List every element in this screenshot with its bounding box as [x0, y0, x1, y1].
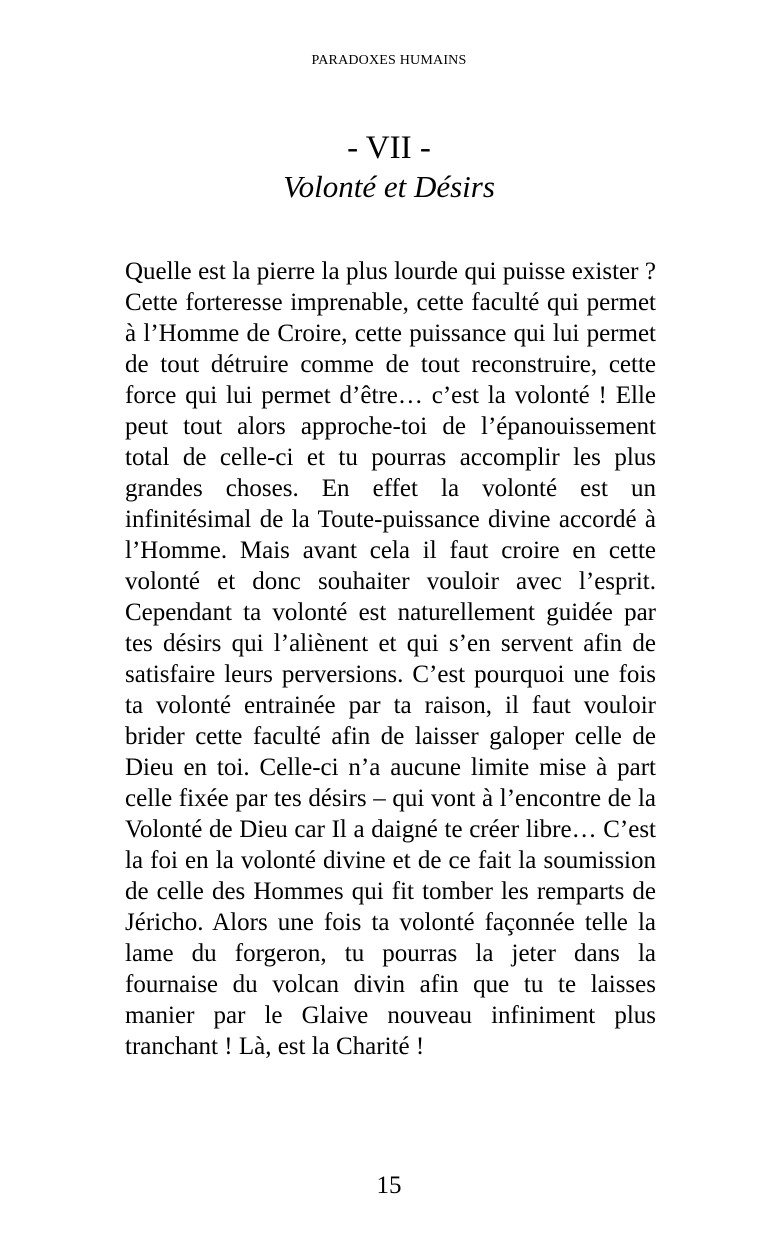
page-number: 15 — [376, 1172, 402, 1199]
body-paragraph: Quelle est la pierre la plus lourde qui puisse exister ? Cette forteresse imprenable, cette faculté qui permet à l’Homme de Croire, cette puissance qui lui permet de tout détruire comme de tout reconstruire, cette force qui lui permet d’être… c’est la volonté ! Elle peut tout alors approche-toi de l’épanouissement total de celle-ci et tu pourras accomplir les plus grandes choses. En effet la volonté est un infinitésimal de la Toute-puissance divine accordé à l’Homme. Mais avant cela il faut croire en cette volonté et donc souhaiter vouloir avec l’esprit. Cependant ta volonté est naturellement guidée par tes désirs qui l’aliènent et qui s’en servent afin de satisfaire leurs perversions. C’est pourquoi une fois ta volonté entrainée par ta raison, il faut vouloir brider cette faculté afin de laisser galoper celle de Dieu en toi. Celle-ci n’a aucune limite mise à part celle fixée par tes désirs – qui vont à l’encontre de la Volonté de Dieu car Il a daigné te créer libre… C’est la foi en la volonté divine et de ce fait la soumission de celle des Hommes qui fit tomber les remparts de Jéricho. Alors une fois ta volonté façonnée telle la lame du forgeron, tu pourras la jeter dans la fournaise du volcan divin afin que tu te laisses manier par le Glaive nouveau infiniment plus tranchant ! Là, est la Charité ! — [125, 258, 656, 1060]
running-header: PARADOXES HUMAINS — [311, 53, 467, 68]
chapter-title: Volonté et Désirs — [283, 169, 495, 204]
chapter-number: - VII - — [347, 130, 431, 166]
